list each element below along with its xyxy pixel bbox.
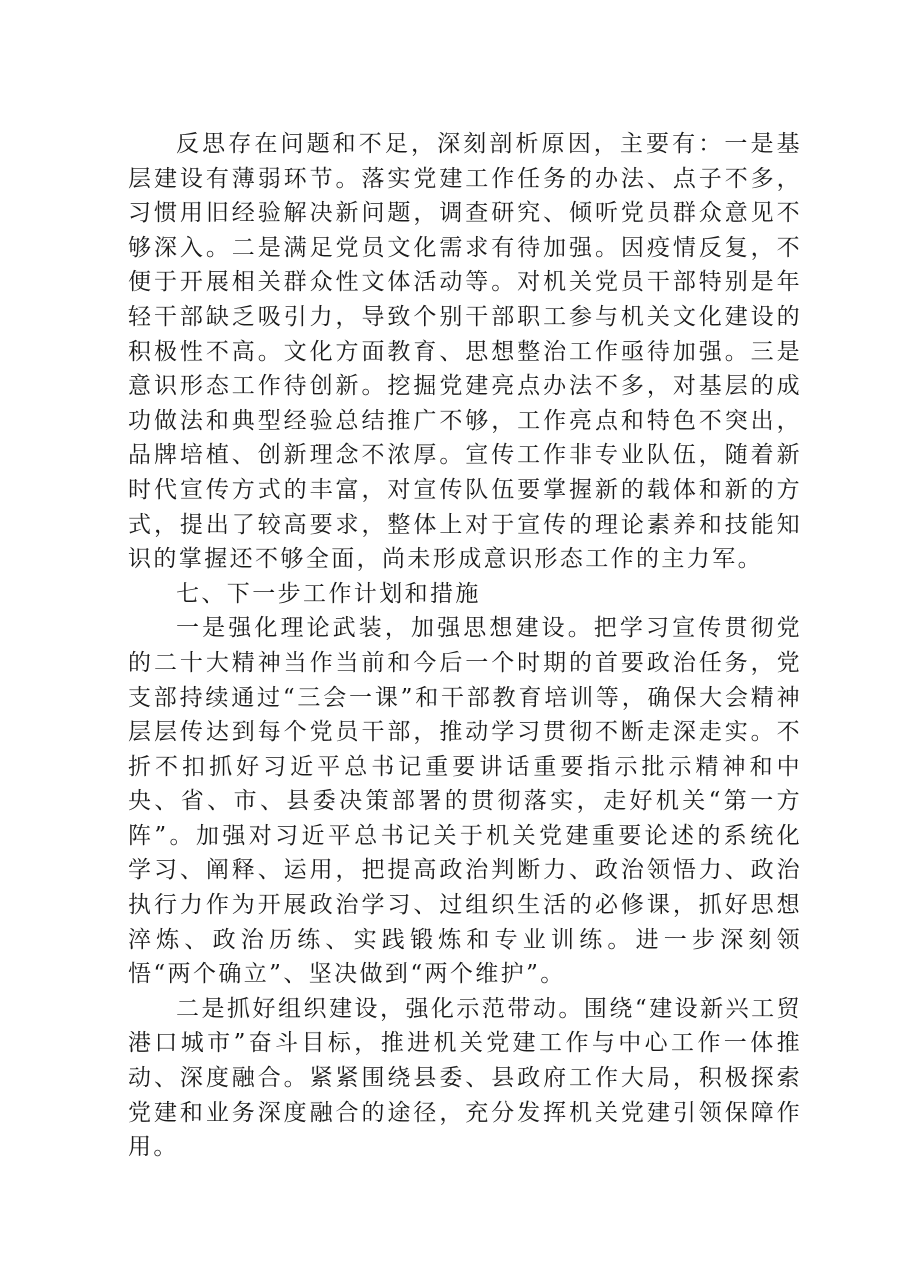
paragraph-problem-analysis: 反思存在问题和不足，深刻剖析原因，主要有：一是基层建设有薄弱环节。落实党建工作任务的办法、点子不多，习惯用旧经验解决新问题，调查研究、倾听党员群众意见不够深入。二是满足党员文化需求有待加强。因疫情反复，不便于开展相关群众性文体活动等。对机关党员干部特别是年轻干部缺乏吸引力，导致个别干部职工参与机关文化建设的积极性不高。文化方面教育、思想整治工作亟待加强。三是意识形态工作待创新。挖掘党建亮点办法不多，对基层的成功做法和典型经验总结推广不够，工作亮点和特色不突出，品牌培植、创新理念不浓厚。宣传工作非专业队伍，随着新时代宣传方式的丰富，对宣传队伍要掌握新的载体和新的方式，提出了较高要求，整体上对于宣传的理论素养和技能知识的掌握还不够全面，尚未形成意识形态工作的主力军。 (128, 131, 802, 573)
paragraph-theory-armament: 一是强化理论武装，加强思想建设。把学习宣传贯彻党的二十大精神当作当前和今后一个时期的首要政治任务，党支部持续通过“三会一课”和干部教育培训等，确保大会精神层层传达到每个党员干部，推动学习贯彻不断走深走实。不折不扣抓好习近平总书记重要讲话重要指示批示精神和中央、省、市、县委决策部署的贯彻落实，走好机关“第一方阵”。加强对习近平总书记关于机关党建重要论述的系统化学习、阐释、运用，把提高政治判断力、政治领悟力、政治执行力作为开展政治学习、过组织生活的必修课，抓好思想淬炼、政治历练、实践锻炼和专业训练。进一步深刻领悟“两个确立”、坚决做到“两个维护”。 (128, 615, 802, 988)
paragraph-organization-building: 二是抓好组织建设，强化示范带动。围绕“建设新兴工贸港口城市”奋斗目标，推进机关党建工作与中心工作一体推动、深度融合。紧紧围绕县委、县政府工作大局，积极探索党建和业务深度融合的途径，充分发挥机关党建引领保障作用。 (128, 995, 802, 1161)
document-page (128, 127, 802, 1165)
section-heading-next-steps: 七、下一步工作计划和措施 (176, 580, 481, 607)
